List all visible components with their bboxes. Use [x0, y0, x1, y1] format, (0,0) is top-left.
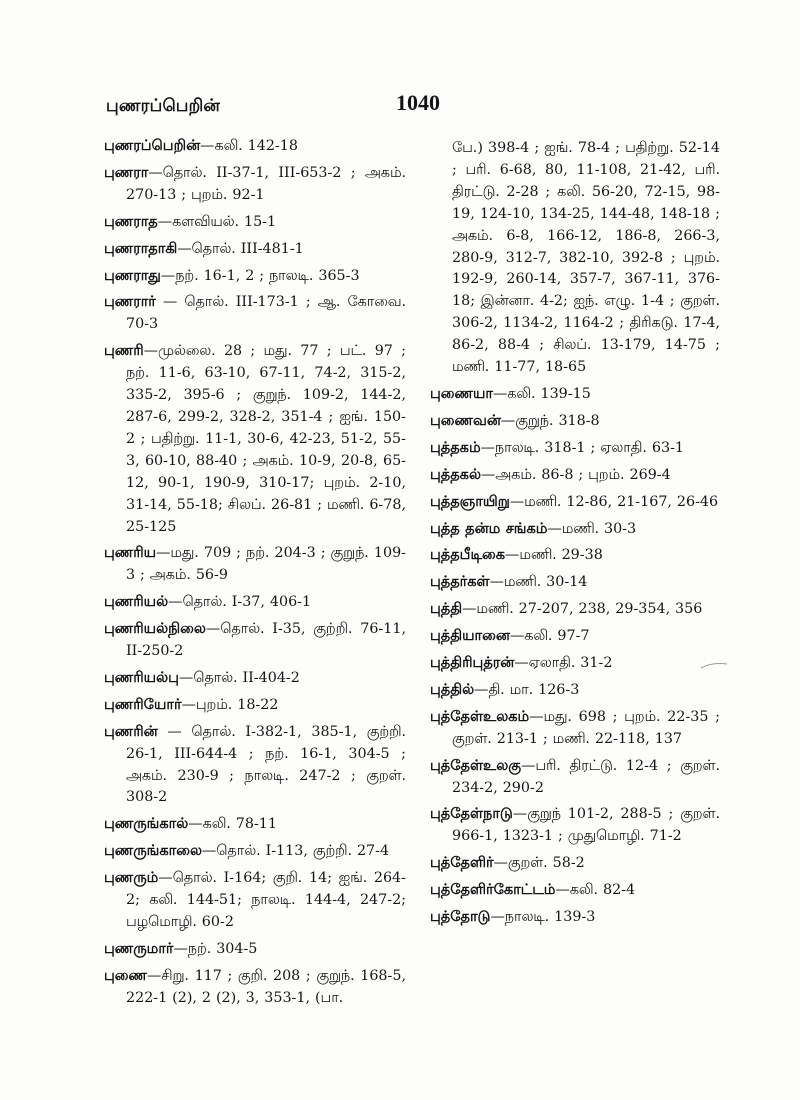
- index-entry: [104, 239, 406, 261]
- entry-references: —சிறு. 117 ; குறி. 208 ; குறுந். 168-5, 222-1 (2), 2 (2), 3, 353-1, (பா.: [126, 967, 406, 1006]
- entry-headword: புத்தர்கள்: [430, 574, 490, 591]
- entry-references: —ஏலாதி. 31-2: [514, 655, 613, 672]
- index-entry: [104, 966, 406, 1010]
- entry-headword: புத்தோடு: [430, 909, 491, 926]
- index-entry: [104, 668, 406, 690]
- entry-headword: புணருங்காலை: [104, 843, 202, 860]
- index-entry: [430, 411, 720, 433]
- entry-headword: புத்தேள்உலகு: [430, 757, 522, 774]
- entry-headword: புணரும்: [104, 870, 159, 887]
- index-entry: [430, 465, 720, 487]
- entry-headword: புத்தஞாயிறு: [430, 493, 510, 510]
- index-entry: [430, 707, 720, 751]
- entry-references: —கலி. 78-11: [188, 816, 277, 833]
- entry-references: —தொல். I-35, குற்றி. 76-11, II-250-2: [126, 621, 406, 660]
- entry-references: —தி. மா. 126-3: [474, 681, 580, 698]
- index-entry: [430, 492, 720, 514]
- entry-references: —மணி. 30-14: [489, 574, 588, 591]
- entry-references: —களவியல். 15-1: [157, 213, 277, 230]
- entry-headword: புத்திரிபுத்ரன்: [430, 655, 515, 672]
- entry-references: —நாலடி. 139-3: [490, 909, 596, 926]
- entry-references: — தொல். III-173-1 ; ஆ. கோவை. 70-3: [126, 294, 406, 333]
- entry-headword: புணராது: [104, 267, 161, 284]
- entry-headword: புணருமார்: [104, 940, 174, 957]
- entry-references: —மணி. 27-207, 238, 29-354, 356: [462, 601, 703, 618]
- entry-headword: புணரி: [104, 343, 144, 360]
- entry-headword: புணரின்: [104, 723, 158, 740]
- index-entry: [430, 907, 720, 929]
- entry-headword: புணரியோர்: [104, 696, 182, 713]
- index-entry: [104, 814, 406, 836]
- entry-headword: புத்தேளிர்: [430, 855, 494, 872]
- index-entry: [104, 266, 406, 288]
- index-entry: [430, 519, 720, 541]
- index-entry: [430, 599, 720, 621]
- index-entry: [430, 572, 720, 594]
- entry-headword: புணரியல்பு: [104, 669, 179, 686]
- index-entry: [104, 163, 406, 207]
- index-entry: [430, 653, 720, 675]
- entry-references: —புறம். 18-22: [181, 696, 279, 713]
- entry-references: —தொல். I-37, 406-1: [168, 594, 312, 611]
- entry-references: —நாலடி. 318-1 ; ஏலாதி. 63-1: [480, 439, 685, 456]
- index-entry: [430, 545, 720, 567]
- entry-references: —தொல். I-164; குறி. 14; ஐங். 264-2; கலி. 144-51; நாலடி. 144-4, 247-2; பழமொழி. 60-2: [126, 870, 406, 930]
- entry-references: —முல்லை. 28 ; மது. 77 ; பட். 97 ; நற். 11-6, 63-10, 67-11, 74-2, 315-2, 335-2, 395-6 ; குறுந். 109-2, 144-2, 287-6, 299-2, 328-2, 351-4 ; ஐங். 150-2 ; பதிற்று. 11-1, 30-6, 42-23, 51-2, 55-3, 60-10, 88-40 ; அகம். 10-9, 20-8, 65-12, 90-1, 190-9, 310-17; புறம். 2-10, 31-14, 55-18; சிலப். 26-81 ; மணி. 6-78, 25-125: [126, 343, 406, 535]
- index-entry: [104, 592, 406, 614]
- right-column: [430, 138, 720, 934]
- index-entry: [104, 939, 406, 961]
- entry-headword: புணரா: [104, 164, 149, 181]
- index-entry: [430, 384, 720, 406]
- index-entry: [104, 841, 406, 863]
- index-entry: [430, 756, 720, 800]
- entry-references: —குறள். 58-2: [493, 855, 585, 872]
- index-entry: [430, 804, 720, 848]
- entry-headword: புணையா: [430, 385, 493, 402]
- entry-references: —குறுந். 318-8: [500, 412, 600, 429]
- page-number: 1040: [396, 90, 440, 115]
- entry-references: —கலி. 82-4: [555, 882, 636, 899]
- index-entry: [104, 543, 406, 587]
- entry-references: பே.) 398-4 ; ஐங். 78-4 ; பதிற்று. 52-14 ; பரி. 6-68, 80, 11-108, 21-42, பரி. திரட்டு. 2-28 ; கலி. 56-20, 72-15, 98-19, 124-10, 134-25, 144-48, 148-18 ; அகம். 6-8, 166-12, 186-8, 266-3, 280-9, 312-7, 382-10, 392-8 ; புறம். 192-9, 260-14, 357-7, 367-11, 376-18; இன்னா. 4-2; ஐந். எழு. 1-4 ; குறள். 306-2, 1134-2, 1164-2 ; திரிகடு. 17-4, 86-2, 88-4 ; சிலப். 13-179, 14-75 ; மணி. 11-77, 18-65: [452, 140, 720, 376]
- entry-headword: புணரியல்நிலை: [104, 621, 206, 638]
- entry-headword: புத்தகம்: [430, 439, 481, 456]
- entry-references: —அகம். 86-8 ; புறம். 269-4: [481, 466, 671, 483]
- running-head: புணரப்பெறின்: [106, 96, 221, 116]
- index-entry: [430, 853, 720, 875]
- entry-headword: புணரப்பெறின்: [104, 138, 201, 154]
- entry-headword: புத்தி: [430, 601, 463, 618]
- entry-headword: புணரிய: [104, 545, 157, 562]
- entry-references: — தொல். I-382-1, 385-1, குற்றி. 26-1, III-644-4 ; நற். 16-1, 304-5 ; அகம். 230-9 ; நாலடி. 247-2 ; குறள். 308-2: [126, 723, 406, 806]
- index-entry: [104, 341, 406, 538]
- entry-references: —பரி. திரட்டு. 12-4 ; குறள். 234-2, 290-2: [452, 757, 720, 796]
- index-entry: [430, 626, 720, 648]
- entry-headword: புத்தபீடிகை: [430, 547, 506, 564]
- entry-references: —மது. 698 ; புறம். 22-35 ; குறள். 213-1 ; மணி. 22-118, 137: [452, 708, 720, 747]
- entry-references: —நற். 304-5: [173, 940, 258, 957]
- index-entry: [430, 438, 720, 460]
- entry-references: —மணி. 29-38: [505, 547, 603, 564]
- index-entry: [430, 680, 720, 702]
- entry-references: —மது. 709 ; நற். 204-3 ; குறுந். 109-3 ; அகம். 56-9: [126, 545, 406, 584]
- index-entry: [104, 136, 406, 158]
- entry-references: —கலி. 142-18: [200, 138, 298, 154]
- index-entry: [104, 619, 406, 663]
- index-entry: [430, 880, 720, 902]
- index-entry: [104, 212, 406, 234]
- entry-references: —குறுந் 101-2, 288-5 ; குறள். 966-1, 1323-1 ; முதுமொழி. 71-2: [452, 806, 720, 845]
- entry-references: —மணி. 30-3: [547, 520, 637, 537]
- left-column: [104, 136, 406, 1015]
- index-entry: [104, 292, 406, 336]
- entry-headword: புத்தியானை: [430, 628, 510, 645]
- entry-references: —தொல். III-481-1: [177, 240, 304, 257]
- entry-references: —மணி. 12-86, 21-167, 26-46: [509, 493, 719, 510]
- entry-references: —நற். 16-1, 2 ; நாலடி. 365-3: [160, 267, 360, 284]
- index-entry: [104, 695, 406, 717]
- entry-references: —கலி. 97-7: [509, 628, 590, 645]
- entry-references: —தொல். II-404-2: [178, 669, 300, 686]
- index-entry: [104, 722, 406, 810]
- entry-headword: புணராத: [104, 213, 158, 230]
- entry-headword: புணராதாகி: [104, 240, 178, 257]
- entry-headword: புணரார்: [104, 294, 156, 311]
- pencil-mark: [700, 660, 728, 670]
- entry-headword: புத்தேள்நாடு: [430, 806, 513, 823]
- entry-headword: புத்தில்: [430, 681, 475, 698]
- entry-headword: புணரியல்: [104, 594, 169, 611]
- entry-headword: புத்த தன்ம சங்கம்: [430, 520, 548, 537]
- entry-headword: புணருங்கால்: [104, 816, 189, 833]
- entry-references: —தொல். II-37-1, III-653-2 ; அகம். 270-13 ; புறம். 92-1: [126, 164, 406, 203]
- entry-references: —தொல். I-113, குற்றி. 27-4: [202, 843, 390, 860]
- entry-references: —கலி. 139-15: [492, 385, 591, 402]
- index-entry: [104, 868, 406, 934]
- entry-headword: புணை: [104, 967, 147, 984]
- entry-headword: புத்தேள்உலகம்: [430, 708, 530, 725]
- entry-headword: புத்தேளிர்கோட்டம்: [430, 882, 556, 899]
- entry-headword: புத்தகல்: [430, 466, 481, 483]
- continued-entry-text: [430, 138, 720, 379]
- entry-headword: புணைவன்: [430, 412, 501, 429]
